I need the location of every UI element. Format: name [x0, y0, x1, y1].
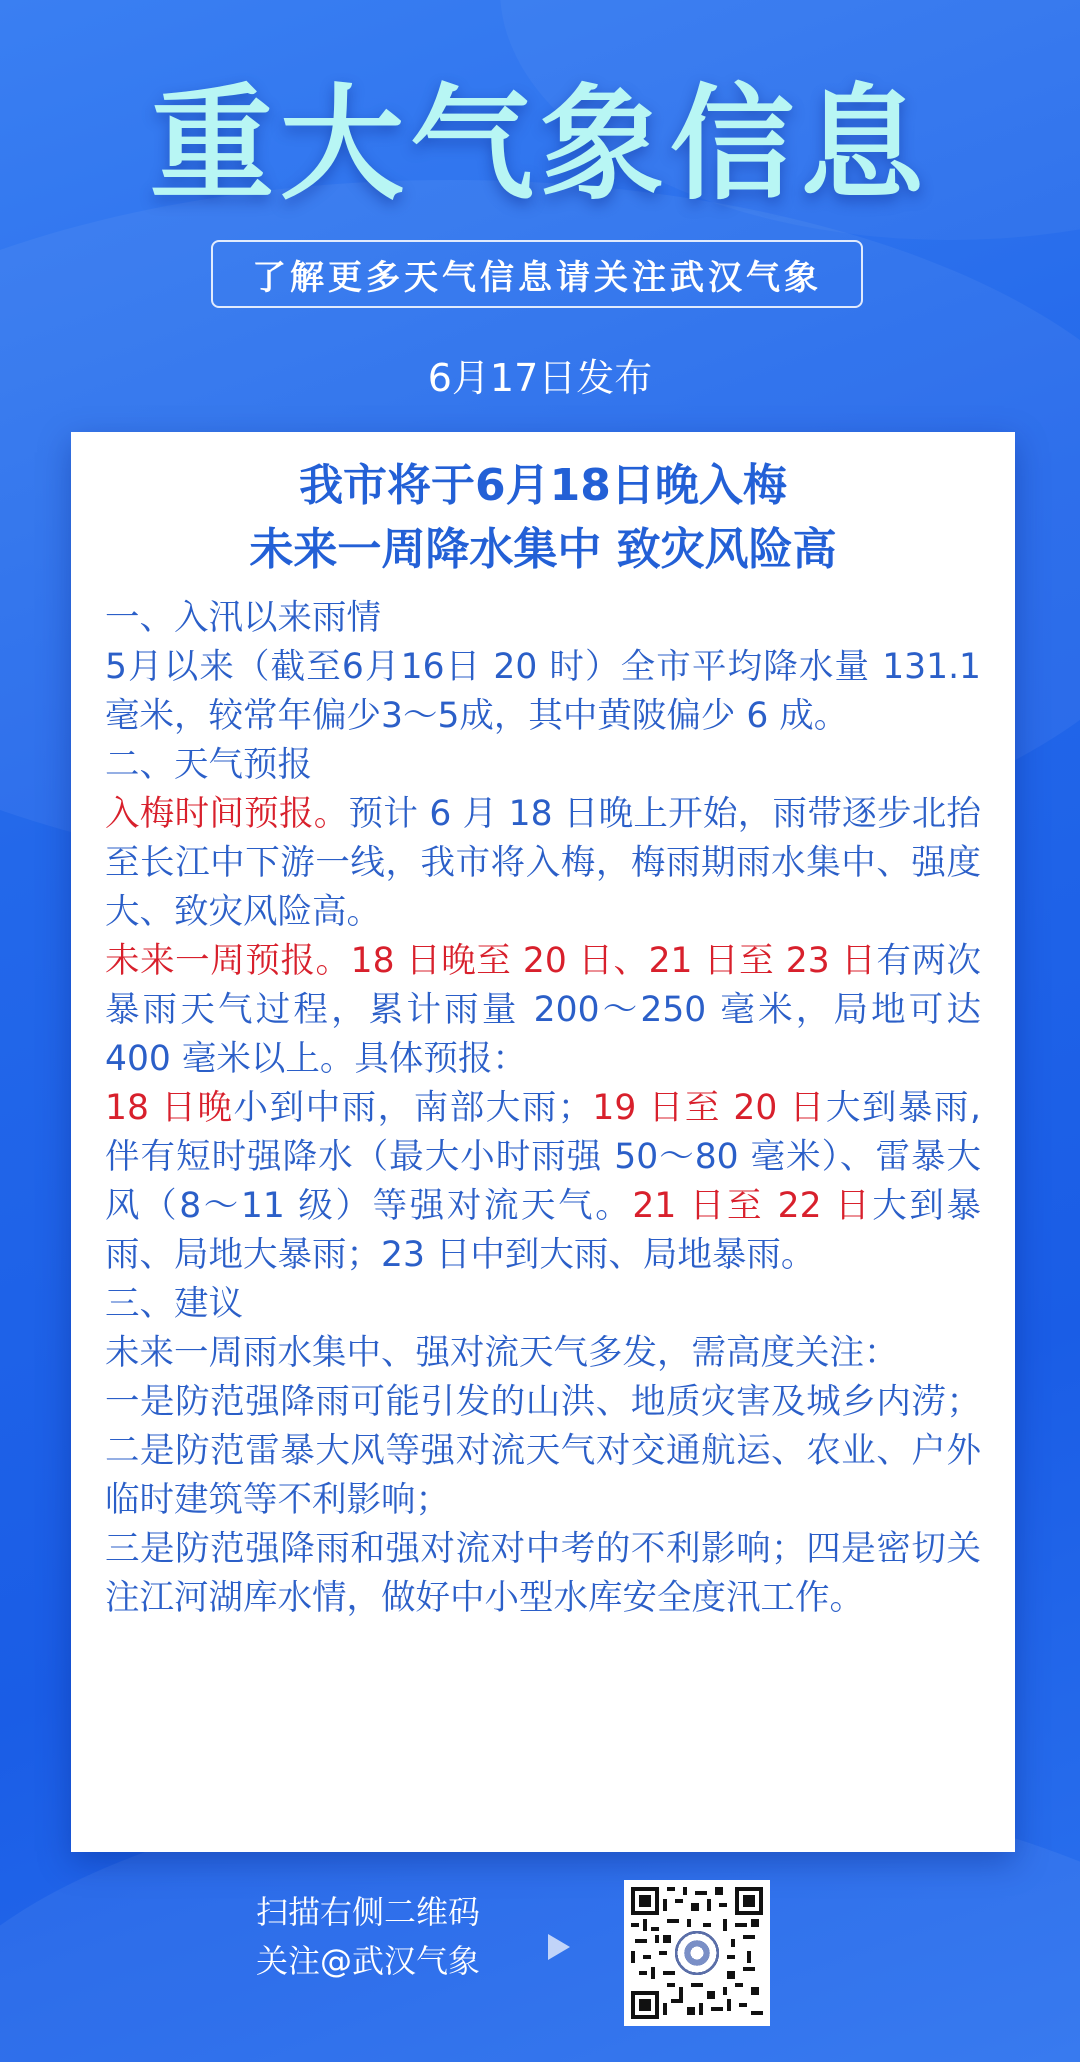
bulletin-body	[105, 594, 981, 1623]
rumei-label: 入梅时间预报。	[105, 794, 349, 834]
daily-forecast	[105, 1084, 981, 1280]
follow-banner-text: 了解更多天气信息请关注武汉气象	[252, 257, 822, 298]
advice-1-2: 一是防范强降雨可能引发的山洪、地质灾害及城乡内涝；二是防范雷暴大风等强对流天气对交通航运、农业、户外临时建筑等不利影响；	[105, 1382, 981, 1520]
bulletin-headline	[105, 454, 981, 582]
bulletin-card	[71, 432, 1015, 1852]
footer-line-1: 扫描右侧二维码	[256, 1893, 481, 1931]
page-title: 重大气象信息	[149, 73, 930, 217]
day-18-label: 18 日晚	[105, 1088, 234, 1128]
play-arrow-icon	[548, 1934, 570, 1960]
day-21-22-label: 21 日至 22 日	[632, 1186, 873, 1226]
section-heading-rain: 一、入汛以来雨情	[105, 598, 381, 638]
follow-banner	[211, 240, 863, 308]
footer-caption	[256, 1888, 480, 1986]
headline-line-2: 未来一周降水集中 致灾风险高	[249, 524, 837, 575]
qr-code[interactable]	[624, 1880, 770, 2026]
week-text: 有两次暴雨天气过程，累计雨量 200～250 毫米，局地可达 400 毫米以上。具体预报：	[105, 941, 982, 1079]
rumei-forecast	[105, 790, 981, 937]
day-19-20-text: 大到暴雨,伴有短时强降水（最大小时雨强 50～80 毫米）、雷暴大风（8～11 级）等强对流天气。	[105, 1088, 981, 1226]
section-heading-forecast: 二、天气预报	[105, 745, 312, 785]
day-21-23-text: 大到暴雨、局地大暴雨；23 日中到大雨、局地暴雨。	[105, 1186, 981, 1275]
week-forecast	[105, 937, 981, 1084]
footer-line-2: 关注@武汉气象	[256, 1942, 481, 1980]
headline-line-1: 我市将于6月18日晚入梅	[299, 460, 787, 511]
qr-code-icon	[631, 1887, 763, 2019]
day-19-20-label: 19 日至 20 日	[592, 1088, 826, 1128]
week-periods: 18 日晚至 20 日、21 日至 23 日	[350, 941, 877, 981]
section-heading-advice: 三、建议	[105, 1284, 243, 1324]
rumei-text: 预计 6 月 18 日晚上开始，雨带逐步北抬至长江中下游一线，我市将入梅，梅雨期雨水集中、强度大、致灾风险高。	[105, 794, 982, 932]
day-18-text: 小到中雨，南部大雨；	[233, 1088, 593, 1128]
advice-intro: 未来一周雨水集中、强对流天气多发，需高度关注：	[105, 1333, 899, 1373]
publish-date: 6月17日发布	[427, 356, 653, 400]
rain-summary: 5月以来（截至6月16日 20 时）全市平均降水量 131.1 毫米，较常年偏少3～5成，其中黄陂偏少 6 成。	[105, 647, 981, 736]
week-label: 未来一周预报。	[105, 941, 351, 981]
advice-3-4: 三是防范强降雨和强对流对中考的不利影响；四是密切关注江河湖库水情，做好中小型水库安全度汛工作。	[105, 1529, 981, 1618]
